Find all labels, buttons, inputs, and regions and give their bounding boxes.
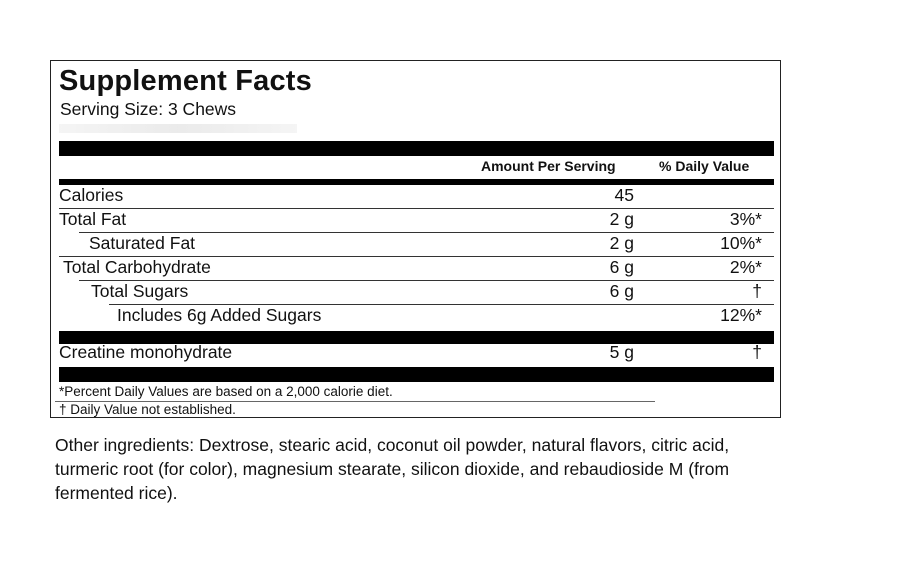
thick-divider-bottom — [59, 367, 774, 382]
row-name: Includes 6g Added Sugars — [117, 305, 322, 325]
footnote-daily-values: *Percent Daily Values are based on a 2,000 calorie diet. — [59, 384, 393, 399]
row-dv: 10%* — [720, 233, 762, 253]
row-saturated-fat — [59, 233, 774, 257]
serving-size: Serving Size: 3 Chews — [60, 99, 237, 119]
thick-divider-top — [59, 141, 774, 156]
row-added-sugars — [59, 305, 774, 329]
row-total-sugars — [59, 281, 774, 305]
row-name: Total Sugars — [91, 281, 189, 301]
row-name: Saturated Fat — [89, 233, 196, 253]
row-total-fat — [59, 209, 774, 233]
row-amount: 2 g — [609, 209, 634, 229]
row-amount: 5 g — [609, 342, 634, 362]
row-amount: 45 — [614, 185, 634, 205]
footnote-not-established: † Daily Value not established. — [59, 402, 236, 417]
panel-title: Supplement Facts — [59, 65, 312, 97]
row-dv: † — [752, 281, 762, 301]
header-daily-value: % Daily Value — [659, 158, 750, 174]
row-creatine — [59, 342, 774, 366]
row-dv: † — [752, 342, 762, 362]
supplement-facts-panel — [50, 60, 781, 418]
header-amount: Amount Per Serving — [481, 158, 616, 174]
row-name: Total Carbohydrate — [63, 257, 211, 277]
row-name: Total Fat — [59, 209, 127, 229]
other-ingredients: Other ingredients: Dextrose, stearic acid, coconut oil powder, natural flavors, citric acid, turmeric root (for color), magnesium stearate, silicon dioxide, and rebaudioside M (from fermented rice). — [55, 435, 730, 503]
row-name: Calories — [59, 185, 124, 205]
row-dv: 3%* — [729, 209, 762, 229]
row-amount: 2 g — [609, 233, 634, 253]
row-dv: 2%* — [729, 257, 762, 277]
row-name: Creatine monohydrate — [59, 342, 233, 362]
row-amount: 6 g — [609, 281, 634, 301]
smudged-area — [59, 124, 297, 133]
row-calories — [59, 185, 774, 209]
row-amount: 6 g — [609, 257, 634, 277]
row-total-carbohydrate — [59, 257, 774, 281]
row-dv: 12%* — [720, 305, 762, 325]
